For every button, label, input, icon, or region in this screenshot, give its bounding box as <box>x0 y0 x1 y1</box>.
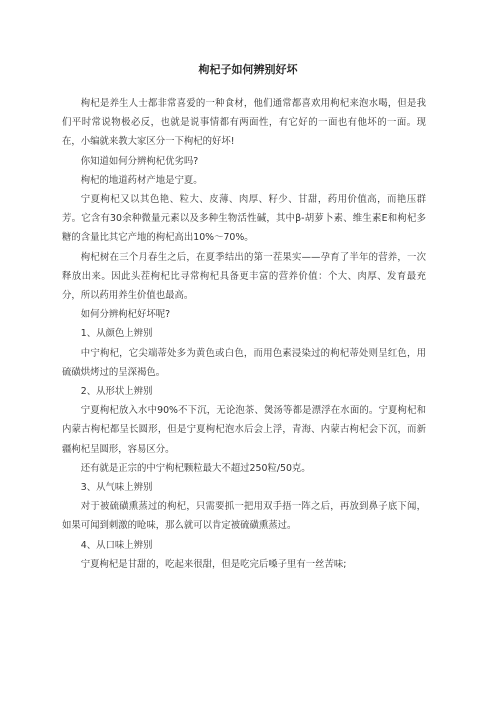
paragraph: 枸杞是养生人士都非常喜爱的一种食材，他们通常都喜欢用枸杞来泡水喝，但是我们平时常说物极必反，也就是说事情都有两面性，有它好的一面也有他坏的一面。现在，小编就来教大家区分一下枸杞的好坏! <box>62 98 426 148</box>
paragraph: 宁夏枸杞放入水中90%不下沉，无论泡茶、煲汤等都是漂浮在水面的。宁夏枸杞和内蒙古枸杞都呈长圆形，但是宁夏枸杞泡水后会上浮，青海、内蒙古枸杞会下沉，而新疆枸杞呈圆形，容易区分。 <box>62 405 426 455</box>
section-heading: 4、从口味上辨别 <box>80 539 153 551</box>
paragraph: 中宁枸杞，它尖端蒂处多为黄色或白色，而用色素浸染过的枸杞蒂处则呈红色，用硫磺烘烤过的呈深褐色。 <box>62 347 426 378</box>
paragraph: 你知道如何分辨枸杞优劣吗? <box>80 155 199 167</box>
paragraph: 还有就是正宗的中宁枸杞颗粒最大不超过250粒/50克。 <box>80 462 311 474</box>
paragraph: 宁夏枸杞又以其色艳、粒大、皮薄、肉厚、籽少、甘甜，药用价值高，而艳压群芳。它含有30余种微量元素以及多种生物活性碱，其中β-胡萝卜素、维生素E和枸杞多糖的含量比其它产地的枸杞高出10%～70%。 <box>62 194 426 244</box>
paragraph: 枸杞的地道药材产地是宁夏。 <box>80 174 203 186</box>
page-title: 枸杞子如何辨别好坏 <box>198 63 298 76</box>
section-heading: 2、从形状上辨别 <box>80 386 153 398</box>
article-body <box>62 94 426 574</box>
paragraph: 枸杞树在三个月春生之后，在夏季结出的第一茬果实——孕育了半年的营养，一次释放出来。因此头茬枸杞比寻常枸杞具备更丰富的营养价值：个大、肉厚、发育最充分，所以药用养生价值也最高。 <box>62 251 426 302</box>
section-heading: 3、从气味上辨别 <box>80 482 153 494</box>
paragraph: 对于被硫磺熏蒸过的枸杞，只需要抓一把用双手捂一阵之后，再放到鼻子底下闻，如果可闻到刺激的呛味，那么就可以肯定被硫磺熏蒸过。 <box>62 501 426 532</box>
section-heading: 1、从颜色上辨别 <box>80 328 153 340</box>
paragraph: 如何分辨枸杞好坏呢? <box>80 309 171 321</box>
paragraph: 宁夏枸杞是甘甜的，吃起来很甜，但是吃完后嗓子里有一丝苦味; <box>80 558 347 570</box>
